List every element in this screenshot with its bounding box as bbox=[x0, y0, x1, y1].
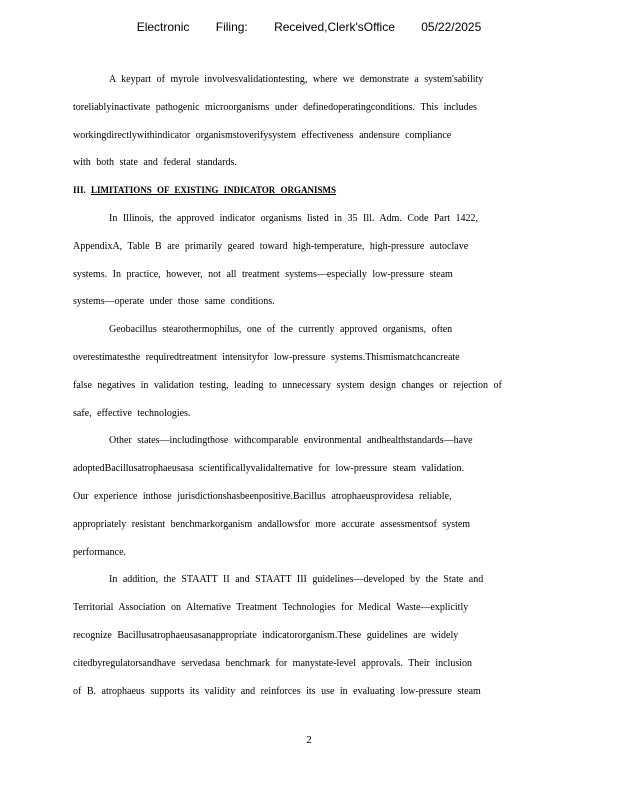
paragraph-validation-role bbox=[73, 66, 533, 177]
text-line: systems. In practice, however, not all treatment systems—especially low-pressure steam bbox=[73, 268, 453, 280]
header-filing: Filing: bbox=[215, 20, 248, 34]
section-title: LIMITATIONS OF EXISTING INDICATOR ORGANISMS bbox=[91, 185, 337, 196]
text-line: Geobacillus stearothermophilus, one of the currently approved organisms, often bbox=[109, 324, 453, 336]
text-line: with both state and federal standards. bbox=[73, 157, 237, 169]
text-line: Our experience inthose jurisdictionshasbeenpositive.Bacillus atrophaeusprovidesa reliable, bbox=[73, 490, 452, 502]
text-line: Other states—includingthose withcomparable environmental andhealthstandards—have bbox=[109, 435, 473, 447]
document-body bbox=[73, 66, 533, 705]
text-line: Territorial Association on Alternative Treatment Technologies for Medical Waste—explicitly bbox=[73, 602, 469, 614]
header-electronic: Electronic bbox=[136, 20, 190, 34]
filing-header bbox=[0, 20, 618, 34]
text-line: systems—operate under those same conditions. bbox=[73, 296, 275, 308]
page-number: 2 bbox=[306, 734, 312, 746]
paragraph-other-states bbox=[73, 427, 533, 566]
text-line: safe, effective technologies. bbox=[73, 407, 191, 419]
section-number: III. bbox=[73, 185, 86, 196]
text-line: recognize Bacillusatrophaeusasanappropriate indicatororganism.These guidelines are widely bbox=[73, 629, 459, 641]
text-line: A keypart of myrole involvesvalidationtesting, where we demonstrate a system'sability bbox=[109, 74, 484, 85]
text-line: performance. bbox=[73, 546, 127, 558]
section-heading bbox=[73, 177, 533, 205]
text-line: false negatives in validation testing, leading to unnecessary system design changes or rejection of bbox=[73, 379, 502, 391]
text-line: overestimatesthe requiredtreatment intensityfor low-pressure systems.Thismismatchcancreate bbox=[73, 351, 460, 363]
text-line: toreliablyinactivate pathogenic microorganisms under definedoperatingconditions. This includes bbox=[73, 101, 477, 113]
paragraph-staatt-guidelines bbox=[73, 566, 533, 705]
header-date: 05/22/2025 bbox=[421, 20, 482, 34]
text-line: adoptedBacillusatrophaeusasa scientificallyvalidalternative for low-pressure steam validation. bbox=[73, 463, 464, 475]
text-line: of B. atrophaeus supports its validity and reinforces its use in evaluating low-pressure steam bbox=[73, 685, 481, 697]
header-received: Received,Clerk'sOffice bbox=[274, 20, 395, 34]
text-line: workingdirectlywithindicator organismstoverifysystem effectiveness andensure compliance bbox=[73, 129, 452, 141]
text-line: In addition, the STAATT II and STAATT III guidelines—developed by the State and bbox=[109, 574, 484, 586]
text-line: AppendixA, Table B are primarily geared toward high-temperature, high-pressure autoclave bbox=[73, 240, 469, 252]
text-line: In Illinois, the approved indicator organisms listed in 35 Ill. Adm. Code Part 1422, bbox=[109, 212, 479, 224]
paragraph-geobacillus bbox=[73, 316, 533, 427]
text-line: citedbyregulatorsandhave servedasa benchmark for manystate-level approvals. Their inclusion bbox=[73, 657, 473, 669]
text-line: appropriately resistant benchmarkorganism andallowsfor more accurate assessmentsof system bbox=[73, 518, 471, 530]
paragraph-illinois-organisms bbox=[73, 205, 533, 316]
